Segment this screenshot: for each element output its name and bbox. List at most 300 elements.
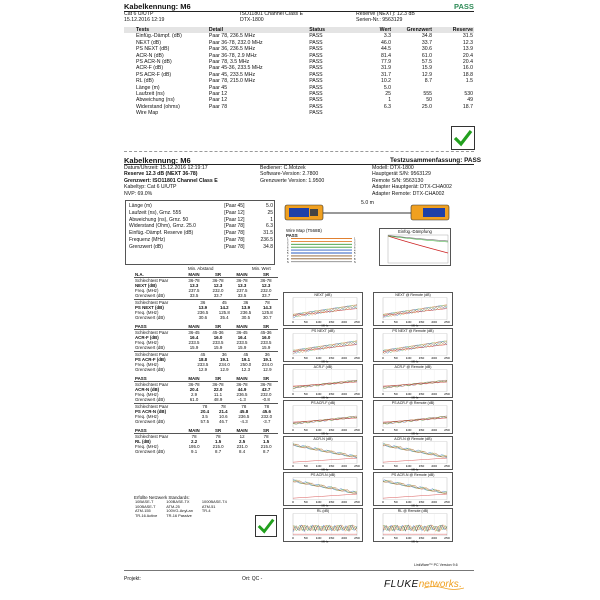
page1-cable-type: Cat 6 U/UTP	[124, 11, 154, 17]
table-cell	[208, 110, 308, 116]
table-cell: NEXT (dB)	[136, 39, 161, 46]
block-cell: 125.8	[218, 310, 230, 315]
block-cell: Schlechtest Paar	[135, 300, 169, 305]
block-cell: 3.5	[201, 414, 208, 419]
block-cell: 11.1	[213, 392, 223, 397]
x-tick-label: 0	[382, 500, 384, 504]
x-tick-label: 0	[292, 356, 294, 360]
compliant-cell: 10BASE-T	[135, 499, 154, 505]
x-tick-label: 150	[328, 464, 335, 468]
block-cell: 33.7	[261, 293, 271, 298]
chart-frame	[293, 298, 357, 320]
block-cell: ACR-F (dB)	[135, 335, 159, 340]
block-cell: 233.5	[197, 362, 209, 367]
table-cell: PS NEXT (dB)	[136, 46, 170, 53]
block-cell: 16.4	[189, 335, 199, 340]
table-cell: 15.9	[421, 65, 432, 72]
block-cell: 12.3	[213, 283, 223, 288]
wire-pin-left: 5	[287, 252, 289, 256]
block-cell: 18.8	[198, 357, 208, 362]
block-cell: 45-36	[212, 330, 224, 335]
block-cell: 43.7	[261, 387, 271, 392]
page1-device: DTX-1800	[240, 17, 264, 23]
measurement-block	[134, 351, 278, 372]
x-tick-label: 0	[382, 428, 384, 432]
table-cell: RL (dB)	[136, 78, 154, 85]
table-cell: PASS	[309, 71, 323, 78]
x-axis-label: MHz	[411, 431, 419, 435]
wire-pin-right: S	[354, 260, 356, 264]
table-cell: PASS	[309, 91, 323, 98]
x-tick-label: 200	[431, 320, 438, 324]
block-cell: 20.4	[189, 387, 199, 392]
x-tick-label: 50	[303, 536, 308, 540]
info-cell: [Paar 78]	[224, 236, 245, 243]
block-cell: -0.8	[262, 397, 270, 402]
chart-series	[383, 445, 447, 457]
chart-series	[383, 481, 447, 494]
table-cell: 13.9	[462, 46, 473, 53]
fluke-brand: FLUKE	[384, 579, 419, 590]
block-cell: 195.0	[188, 444, 200, 449]
chart-series	[293, 481, 357, 494]
block-cell: 36	[200, 300, 206, 305]
block-cell: 45	[243, 352, 249, 357]
chart-panel	[283, 508, 363, 542]
x-tick-label: 200	[431, 500, 438, 504]
block-cell: 236.5	[236, 392, 248, 397]
info-row	[128, 230, 274, 237]
x-tick-label: 50	[393, 536, 398, 540]
info-line: Datum/Uhrzeit: 15.12.2016 12:19:17	[124, 165, 208, 171]
block-cell: -3.7	[262, 419, 271, 424]
chart-series	[383, 443, 447, 458]
block-cell: Freq. (MHz)	[135, 288, 159, 293]
table-cell: 10.2	[380, 78, 392, 85]
info-cell: 236.5	[260, 236, 273, 243]
insertion-loss-title: Einfüg.-Dämpfung	[398, 229, 432, 234]
table-cell: PS ACR-F (dB)	[136, 71, 172, 78]
table-cell: PASS	[309, 39, 323, 46]
table-cell: 31.9	[380, 65, 392, 72]
x-tick-label: 200	[431, 392, 438, 396]
x-axis-label: MHz	[321, 431, 329, 435]
block-cell: Schlechtest Paar	[135, 434, 169, 439]
info-row	[128, 244, 274, 251]
x-tick-label: 150	[418, 500, 425, 504]
compliant-cell: ATM-155	[135, 508, 151, 514]
chart-title: NEXT @ Remote (dB)	[395, 293, 431, 297]
x-tick-label: 250	[354, 320, 360, 324]
table-cell: 8.7	[424, 78, 432, 85]
x-tick-label: 150	[418, 464, 425, 468]
table-cell: PS ACR-N (dB)	[136, 59, 172, 66]
x-tick-label: 0	[382, 464, 384, 468]
table-cell: 18.8	[462, 71, 473, 78]
x-tick-label: 0	[382, 536, 384, 540]
table-cell: 12.3	[462, 39, 473, 46]
block-cell: Grenzwert (dB)	[135, 419, 165, 424]
wire-pin-right: 7	[354, 255, 356, 259]
info-row	[128, 210, 274, 217]
block-cell: Freq. (MHz)	[135, 414, 159, 419]
compliant-cell: ATM-51	[201, 503, 216, 509]
info-line: NVP: 69.0%	[124, 190, 153, 197]
info-cell: 6.3	[266, 223, 273, 230]
info-row	[128, 203, 274, 210]
compliant-cell: ATM-25	[166, 503, 180, 509]
block-cell: 36-78	[236, 382, 248, 387]
cable-length-label: 5.0 m	[361, 200, 374, 206]
info-line: Software-Version: 2.7800	[260, 171, 319, 178]
table-header-cell: Reserve	[452, 27, 473, 33]
x-tick-label: 100	[405, 392, 412, 396]
block-status: PASS	[135, 428, 147, 433]
chart-panel	[373, 436, 453, 470]
block-cell: 36	[243, 300, 249, 305]
table-cell: 5.0	[383, 84, 392, 91]
block-col-head: SR	[262, 376, 270, 381]
block-col-head: MAIN	[188, 428, 200, 433]
block-cell: 15.9	[189, 345, 199, 350]
chart-title: ACR-F @ Remote (dB)	[394, 365, 432, 369]
measurement-block	[134, 324, 278, 350]
networks-brand: networks	[418, 579, 459, 590]
block-cell: ACR-N (dB)	[135, 387, 160, 392]
table-cell: Paar 45, 233.5 MHz	[208, 71, 256, 78]
table-cell: 6.3	[383, 103, 392, 110]
x-tick-label: 250	[354, 428, 360, 432]
x-tick-label: 150	[328, 536, 335, 540]
x-tick-label: 200	[431, 536, 438, 540]
table-cell: Paar 36-78, 232.0 MHz	[208, 39, 263, 46]
block-row	[134, 397, 278, 402]
table-cell: PASS	[309, 59, 323, 66]
block-cell: 36-78	[212, 278, 224, 283]
wiremap-title: Wire Map (T568B)	[286, 228, 322, 233]
block-cell: PS NEXT (dB)	[135, 305, 164, 310]
chart-title: PS ACR-N (dB)	[310, 473, 336, 477]
block-row	[134, 449, 278, 454]
table-cell	[392, 110, 433, 116]
info-line: Hauptgerät S/N: 9563129	[372, 171, 431, 178]
compliant-title: Erfüllte Netzwerk Standards:	[134, 495, 190, 500]
chart-panel	[283, 292, 363, 326]
measurement-block	[134, 428, 278, 454]
fluke-networks-logo	[384, 574, 474, 590]
info-row	[128, 223, 274, 230]
chart-frame	[383, 334, 447, 356]
block-cell: 8.7	[215, 449, 222, 454]
page2-checkmark-icon	[255, 515, 277, 537]
x-tick-label: 100	[315, 464, 322, 468]
table-header-cell: Grenzwert	[406, 27, 432, 33]
x-tick-label: 250	[354, 464, 360, 468]
chart-title: PS ACR-N @ Remote (dB)	[391, 473, 435, 477]
block-cell: 20.4	[200, 409, 210, 414]
chart-series	[383, 305, 447, 318]
block-cell: 45-36	[260, 330, 272, 335]
wire-pin-right: 4	[354, 249, 356, 253]
x-tick-label: 50	[303, 320, 308, 324]
chart-series	[293, 458, 357, 462]
table-cell: Paar 78, 236.5 MHz	[208, 33, 256, 40]
chart-series	[293, 341, 357, 353]
block-cell: 237.5	[236, 288, 248, 293]
block-cell: 8.4	[239, 449, 246, 454]
wiremap-panel	[286, 228, 356, 264]
wire-pin-right: 1	[354, 237, 356, 241]
block-cell: 45.6	[262, 409, 271, 414]
x-tick-label: 100	[405, 428, 412, 432]
info-cell: 31.5	[263, 230, 273, 237]
block-cell: 233.5	[236, 340, 248, 345]
page2-mid-info	[260, 165, 324, 184]
block-row	[134, 293, 278, 298]
brand-dot: .	[458, 579, 462, 590]
x-tick-label: 200	[341, 320, 348, 324]
x-tick-label: 0	[292, 392, 294, 396]
min-abstand-label: Min. Abstand	[188, 266, 214, 271]
info-cell: Länge (m)	[129, 203, 152, 209]
wire-pin-left: 3	[287, 243, 289, 247]
x-tick-label: 150	[418, 428, 425, 432]
x-tick-label: 0	[292, 320, 294, 324]
x-tick-label: 0	[382, 356, 384, 360]
x-tick-label: 250	[444, 356, 450, 360]
block-cell: Freq. (MHz)	[135, 340, 159, 345]
x-tick-label: 0	[292, 536, 294, 540]
x-tick-label: 200	[341, 428, 348, 432]
block-cell: 234.0	[218, 362, 230, 367]
x-tick-label: 50	[393, 356, 398, 360]
block-row	[134, 419, 278, 424]
table-cell: PASS	[309, 110, 323, 117]
x-tick-label: 100	[315, 536, 322, 540]
block-cell: 237.5	[188, 288, 200, 293]
x-tick-label: 200	[341, 464, 348, 468]
compliant-cell	[201, 514, 235, 519]
table-cell: 57.5	[421, 59, 432, 66]
info-cell: 34.8	[263, 243, 273, 250]
block-cell: 35.4	[220, 315, 229, 320]
chart-series	[293, 494, 357, 498]
footer-version: LinkWare™ PC Version 9.6	[414, 563, 458, 567]
block-cell: -1.3	[238, 397, 246, 402]
block-cell: 236.5	[238, 414, 250, 419]
block-status: PASS	[135, 376, 147, 381]
block-col-head: MAIN	[236, 376, 248, 381]
compliant-cell: 100BASE-TX	[166, 499, 190, 505]
block-col-head: MAIN	[188, 324, 200, 329]
block-cell: -4.3	[240, 419, 248, 424]
x-tick-label: 200	[431, 356, 438, 360]
info-line: Reserve 12.3 dB (NEXT 36-78)	[124, 171, 198, 178]
block-cell: 36-78	[188, 382, 200, 387]
block-cell: PS ACR-N (dB)	[135, 409, 167, 414]
table-cell: 50	[426, 97, 432, 104]
x-axis-label: MHz	[321, 467, 329, 471]
chart-title: ACR-F (dB)	[313, 365, 333, 369]
info-line: Kabeltyp: Cat 6 U/UTP	[124, 184, 177, 191]
block-cell: 78	[202, 404, 208, 409]
block-cell: 233.5	[188, 340, 200, 345]
table-cell: 12.9	[421, 71, 432, 78]
block-cell: 78	[220, 404, 226, 409]
wire-pin-left: 7	[287, 255, 289, 259]
table-cell: Paar 45	[208, 84, 228, 91]
x-tick-label: 250	[444, 464, 450, 468]
table-cell: ACR-N (dB)	[136, 52, 164, 59]
page2-title: Kabelkennung: M6	[124, 156, 191, 165]
block-col-head: MAIN	[236, 428, 248, 433]
table-cell: ACR-F (dB)	[136, 65, 164, 72]
insertion-loss-chart	[379, 228, 451, 266]
table-cell: PASS	[309, 103, 323, 110]
info-line: Bediener: C.Motzek	[260, 165, 306, 171]
block-cell: 12	[239, 434, 245, 439]
table-cell: 81.4	[380, 52, 392, 59]
block-cell: 19.1	[262, 357, 272, 362]
page1-title: Kabelkennung: M6	[124, 2, 191, 11]
block-cell: 233.5	[260, 340, 272, 345]
x-tick-label: 50	[303, 500, 308, 504]
chart-series	[383, 341, 447, 354]
table-cell: Paar 45-36, 233.5 MHz	[208, 65, 263, 72]
table-cell: 1	[388, 97, 392, 104]
info-cell: 25	[267, 209, 273, 216]
block-cell: 61.0	[189, 397, 199, 402]
table-cell: Länge (m)	[136, 84, 160, 91]
block-cell: 36-45	[188, 330, 200, 335]
x-tick-label: 150	[328, 500, 335, 504]
block-cell: 36-78	[236, 278, 248, 283]
x-tick-label: 200	[341, 392, 348, 396]
block-cell: 36	[264, 352, 270, 357]
page1-results-table	[124, 27, 474, 117]
info-row	[128, 237, 274, 244]
block-cell: 16.0	[213, 335, 223, 340]
chart-frame	[293, 406, 357, 428]
block-cell: 16.0	[261, 335, 271, 340]
table-cell: Paar 12	[208, 91, 228, 98]
info-line: Adapter Remote: DTX-CHA002	[372, 190, 445, 197]
chart-series	[383, 418, 447, 422]
x-tick-label: 100	[315, 500, 322, 504]
chart-series	[383, 444, 447, 458]
x-tick-label: 0	[292, 500, 294, 504]
table-cell: PASS	[309, 33, 323, 40]
table-cell: 1.5	[465, 78, 473, 85]
chart-frame	[383, 514, 447, 536]
x-tick-label: 100	[315, 392, 322, 396]
chart-title: ACR-N (dB)	[313, 437, 333, 441]
block-cell: 215.0	[212, 444, 224, 449]
page2-info-box	[125, 200, 275, 265]
block-col-head: SR	[214, 324, 222, 329]
info-cell: Grenzwert (dB)	[129, 243, 163, 250]
block-cell: 19.1	[220, 357, 229, 362]
x-axis-label: MHz	[411, 467, 419, 471]
chart-series	[293, 480, 357, 494]
block-cell: 78	[264, 300, 270, 305]
block-cell: 12.9	[220, 367, 229, 372]
block-cell: 125.8	[261, 310, 273, 315]
ort-label: Ort: QC -	[242, 576, 263, 582]
info-cell: [Paar 12]	[224, 209, 245, 216]
chart-title: NEXT (dB)	[314, 293, 332, 297]
wire-pin-right: 8	[354, 258, 356, 261]
compliant-row	[134, 514, 235, 519]
chart-panel	[373, 364, 453, 398]
compliant-cell: TR-16 Passive	[166, 512, 192, 518]
chart-panel	[373, 292, 453, 326]
info-cell: Laufzeit (ns), Grnz. 555	[129, 209, 182, 216]
table-cell: 16.0	[462, 65, 473, 72]
table-cell: 44.5	[380, 46, 392, 53]
info-cell: 1	[270, 216, 273, 223]
table-cell: Paar 78	[208, 103, 228, 110]
x-axis-label: MHz	[321, 503, 329, 507]
block-cell: 12.9	[262, 367, 272, 372]
table-cell: Laufzeit (ns)	[136, 91, 165, 98]
chart-title: PS ACR-F @ Remote (dB)	[391, 401, 435, 405]
x-axis-label: MHz	[411, 539, 419, 543]
cable-diagram	[283, 202, 453, 224]
x-tick-label: 50	[303, 356, 308, 360]
chart-panel	[283, 436, 363, 470]
chart-panel	[373, 400, 453, 434]
block-cell: 12.3	[261, 283, 271, 288]
table-cell: 46.0	[380, 39, 392, 46]
page1-checkmark-icon	[451, 126, 475, 150]
block-cell: Grenzwert (dB)	[135, 345, 165, 350]
x-tick-label: 100	[405, 500, 412, 504]
table-cell: Abweichung (ns)	[136, 97, 175, 104]
table-cell: PASS	[309, 46, 323, 53]
chart-frame	[293, 370, 357, 392]
block-cell: 13.3	[237, 283, 247, 288]
block-col-head: MAIN	[188, 272, 200, 277]
info-cell: [Paar 78]	[224, 230, 245, 237]
block-col-head: SR	[214, 272, 222, 277]
table-cell: PASS	[309, 84, 323, 91]
block-cell: 12.9	[198, 367, 208, 372]
table-cell: 31.7	[380, 71, 392, 78]
block-cell: 30.7	[262, 315, 272, 320]
chart-title: PS NEXT (dB)	[311, 329, 335, 333]
block-cell: 1.5	[263, 439, 270, 444]
page1-status: PASS	[454, 2, 474, 11]
x-tick-label: 50	[393, 320, 398, 324]
x-axis-label: MHz	[321, 395, 329, 399]
block-cell: 215.0	[260, 444, 272, 449]
x-tick-label: 200	[431, 464, 438, 468]
table-cell: PASS	[309, 65, 323, 72]
block-cell: 231.0	[236, 444, 248, 449]
chart-frame	[293, 334, 357, 356]
x-tick-label: 250	[354, 500, 360, 504]
block-cell: 232.0	[212, 288, 224, 293]
x-tick-label: 200	[431, 428, 438, 432]
x-tick-label: 200	[341, 536, 348, 540]
x-tick-label: 250	[354, 536, 360, 540]
x-tick-label: 0	[382, 392, 384, 396]
block-cell: 2.2	[191, 439, 198, 444]
wire-pin-left: 2	[287, 240, 289, 244]
table-cell: Paar 36-78, 2.9 MHz	[208, 52, 257, 59]
block-row	[134, 345, 278, 350]
